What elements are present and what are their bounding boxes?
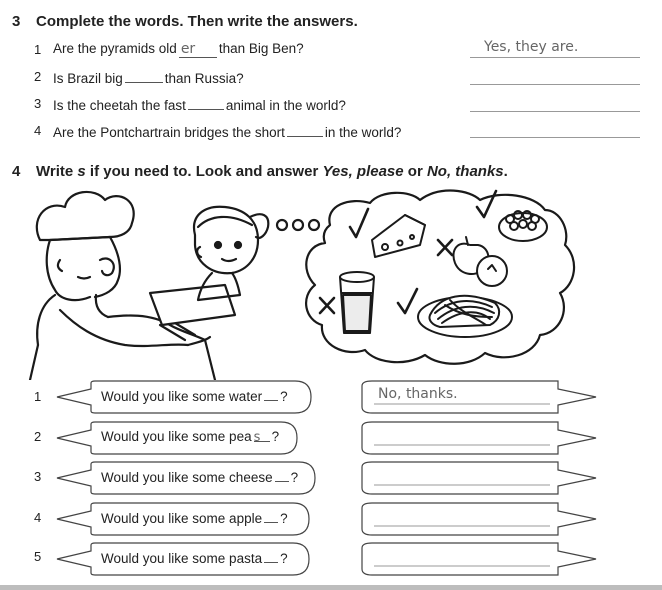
ex3-q4-after: in the world? [324,125,402,140]
ex4-item3-answer-bubble[interactable] [360,461,600,495]
exercise-3-title: Complete the words. Then write the answers. [36,13,358,30]
illustration [0,185,662,380]
ex4-title-or: or [403,163,427,180]
ex3-q4-before: Are the Pontchartrain bridges the short [53,125,285,140]
pasta-illustration [418,296,512,337]
exercise-4-number: 4 [12,163,21,180]
ex4-item5-qmark: ? [280,551,288,566]
ex4-item2-number: 2 [34,429,42,444]
ex3-q2-text [53,68,244,86]
ex3-q1-answer-line[interactable] [470,57,640,58]
ex4-item4-text: Would you like some apple [101,511,263,526]
ex3-q4-answer-line[interactable] [470,137,640,138]
ex4-item5-question [101,550,288,566]
ex3-q1-answer: Yes, they are. [484,39,579,55]
ex4-item1-qmark: ? [280,389,288,404]
ex4-item4-blank[interactable] [264,510,278,523]
exercise-4-title [36,163,508,180]
ex4-item3-qmark: ? [290,470,299,485]
ex4-item4-number: 4 [34,510,42,525]
ex4-item1-number: 1 [34,389,42,404]
ex3-q1-blank[interactable] [179,41,217,58]
ex4-item2-blank[interactable] [253,429,270,445]
ex3-q3-number: 3 [34,96,42,111]
ex3-q3-after: animal in the world? [225,98,346,113]
ex3-q2-number: 2 [34,69,42,84]
ex4-item2-text: Would you like some pea [101,429,252,444]
ex4-item2-fill: s [253,430,261,445]
exercise-3-number: 3 [12,13,21,30]
ex3-q2-before: Is Brazil big [53,71,123,86]
ex4-item1-question [101,388,288,404]
ex3-q4-text [53,122,401,140]
ex4-title-part2: if you need to. Look and answer [85,163,323,180]
ex4-item5-answer-bubble[interactable] [360,542,600,576]
ex3-q1-text [53,41,304,58]
ex4-item1-blank[interactable] [264,388,278,401]
ex4-item1-text: Would you like some water [101,389,263,404]
ex3-q3-before: Is the cheetah the fast [53,98,186,113]
ex4-item3-text: Would you like some cheese [101,470,273,485]
ex4-item5-blank[interactable] [264,550,278,563]
ex4-item5-text: Would you like some pasta [101,551,263,566]
ex3-q2-after: than Russia? [164,71,244,86]
ex4-title-yes-please: Yes, please [322,163,404,180]
ex3-q3-text [53,95,346,113]
ex3-q2-answer-line[interactable] [470,84,640,85]
ex3-q3-answer-line[interactable] [470,111,640,112]
ex3-q1-fill: er [180,41,196,57]
ex4-item5-number: 5 [34,549,42,564]
water-glass-illustration [340,272,374,333]
ex4-item2-answer-bubble[interactable] [360,421,600,455]
ex3-q2-blank[interactable] [125,68,163,83]
ex3-q4-blank[interactable] [287,122,323,137]
ex4-item4-qmark: ? [280,511,288,526]
ex4-item1-answer: No, thanks. [378,386,458,402]
ex3-q1-number: 1 [34,42,42,57]
ex4-item2-question [101,429,279,444]
ex4-item3-blank[interactable] [275,469,289,482]
ex4-item4-question [101,510,288,526]
ex4-item3-number: 3 [34,469,42,484]
ex4-item3-question [101,469,298,485]
ex4-item2-qmark: ? [271,429,280,444]
ex3-q4-number: 4 [34,123,42,138]
ex4-title-s: s [77,163,86,180]
ex4-title-end: . [503,163,508,180]
page-bottom-rule [0,585,662,590]
ex4-title-no-thanks: No, thanks [426,163,504,180]
ex4-title-part1: Write [36,163,78,180]
ex3-q1-before: Are the pyramids old [53,41,177,56]
ex4-item4-answer-bubble[interactable] [360,502,600,536]
ex3-q1-after: than Big Ben? [218,41,304,56]
ex3-q3-blank[interactable] [188,95,224,110]
